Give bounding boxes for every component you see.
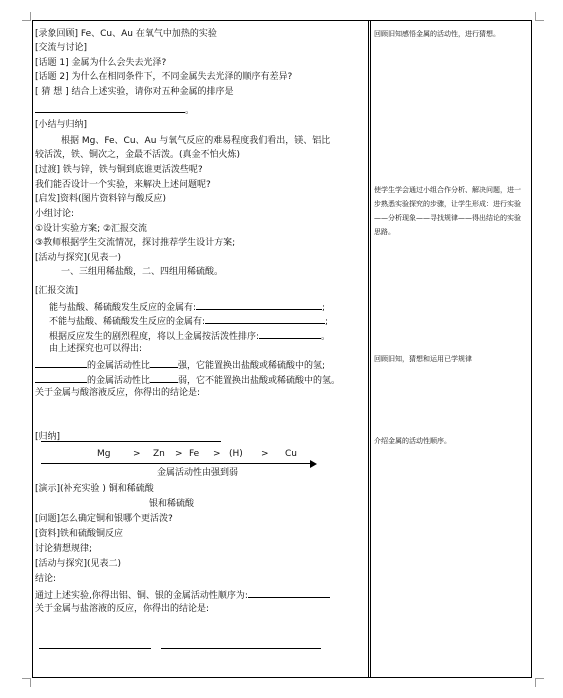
fill-line: 通过上述实验,你得出铝、铜、银的金属活动性顺序为: <box>35 588 330 602</box>
gt-sign: > <box>261 449 269 459</box>
page-corner-mark <box>22 678 31 687</box>
text-line: [活动与探究](见表二) <box>35 559 122 569</box>
text-line: [话题 2] 为什么在相同条件下，不同金属失去光泽的顺序有差异? <box>35 72 293 82</box>
lesson-table <box>32 20 532 678</box>
fill-line: 不能与盐酸、稀硫酸发生反应的金属有: ; <box>35 314 328 328</box>
page-corner-mark <box>535 678 544 687</box>
gt-sign: > <box>133 449 141 459</box>
text-line: ①设计实验方案; ②汇报交流 <box>35 224 148 234</box>
fill-line: 根据反应发生的剧烈程度，将以上金属按活泼性排序: 。 <box>35 329 330 343</box>
fill-line: 的金属活动性比 弱，它不能置换出盐酸或稀硫酸中的氢。 <box>35 373 340 387</box>
text-line: [问题]怎么确定铜和银哪个更活泼? <box>35 514 173 524</box>
page-corner-mark <box>22 12 31 21</box>
series-caption: 金属活动性由强到弱 <box>157 468 239 478</box>
text-line: [启发]资料(图片资料锌与酸反应) <box>35 194 167 204</box>
design-note: 回顾旧知感悟金属的活动性，进行猜想。 <box>374 30 500 38</box>
metal-zn: Zn <box>153 449 165 459</box>
design-note: 回顾旧知，猜想和运用已学规律 <box>374 355 472 363</box>
metal-mg: Mg <box>97 449 111 459</box>
section-heading: [归纳] <box>35 432 61 442</box>
answer-line <box>161 648 321 649</box>
design-note: 使学生学会通过小组合作分析、解决问题，进一步熟悉实验探究的步骤，让学生形成：进行实验——分析现象——寻找规律——得出结论的实验思路。 <box>374 186 521 236</box>
column-divider <box>368 21 369 677</box>
text-line: 较活泼，铁、铜次之，金最不活泼。(真金不怕火炼) <box>35 150 241 160</box>
text-line: [话题 1] 金属为什么会失去光泽? <box>35 58 167 68</box>
text-line: 我们能否设计一个实验，来解决上述问题呢? <box>35 180 211 190</box>
text-line: 结论: <box>35 574 57 584</box>
text-line: 一、三组用稀盐酸，二、四组用稀硫酸。 <box>61 267 224 277</box>
fill-line: 的金属活动性比 强，它能置换出盐酸或稀硫酸中的氢; <box>35 358 325 372</box>
hydrogen: (H) <box>229 449 243 459</box>
gt-sign: > <box>175 449 183 459</box>
page-corner-mark <box>535 12 544 21</box>
design-note: 介绍金属的活动性顺序。 <box>374 437 451 445</box>
metal-cu: Cu <box>285 449 297 459</box>
arrow-head-icon <box>310 460 317 468</box>
section-heading: [小结与归纳] <box>35 120 88 130</box>
text-line: 由上述探究也可以得出: <box>49 344 143 354</box>
text-line: 讨论猜想规律; <box>35 544 93 554</box>
metal-fe: Fe <box>189 449 200 459</box>
gt-sign: > <box>213 449 221 459</box>
text-line: 根据 Mg、Fe、Cu、Au 与氧气反应的难易程度我们看出，镁、铝比 <box>61 136 331 146</box>
answer-line: 。 <box>35 103 194 117</box>
text-line: 关于金属与盐溶液的反应，你得出的结论是: <box>35 604 210 614</box>
text-line: ③教师根据学生交流情况，探讨推荐学生设计方案; <box>35 238 236 248</box>
text-line: [录象回顾] Fe、Cu、Au 在氧气中加热的实验 <box>35 29 217 39</box>
text-line: [活动与探究](见表一) <box>35 253 122 263</box>
fill-line: 能与盐酸、稀硫酸发生反应的金属有: ; <box>35 300 325 314</box>
text-line: [资料]铁和硫酸铜反应 <box>35 529 124 539</box>
text-line: 关于金属与酸溶液反应，你得出的结论是: <box>35 388 201 398</box>
text-line: [演示](补充实验 ) 铜和稀硫酸 <box>35 484 154 494</box>
column-divider <box>370 21 371 677</box>
section-heading: [交流与讨论] <box>35 43 88 53</box>
section-heading: [汇报交流] <box>35 286 79 296</box>
answer-line <box>39 648 151 649</box>
text-line: 银和稀硫酸 <box>149 499 195 509</box>
text-line: 小组讨论: <box>35 209 75 219</box>
text-line: [过渡] 铁与锌，铁与铜到底谁更活泼些呢? <box>35 165 203 175</box>
text-line: [ 猜 想 ] 结合上述实验，请你对五种金属的排序是 <box>35 87 234 97</box>
answer-line <box>41 441 221 442</box>
